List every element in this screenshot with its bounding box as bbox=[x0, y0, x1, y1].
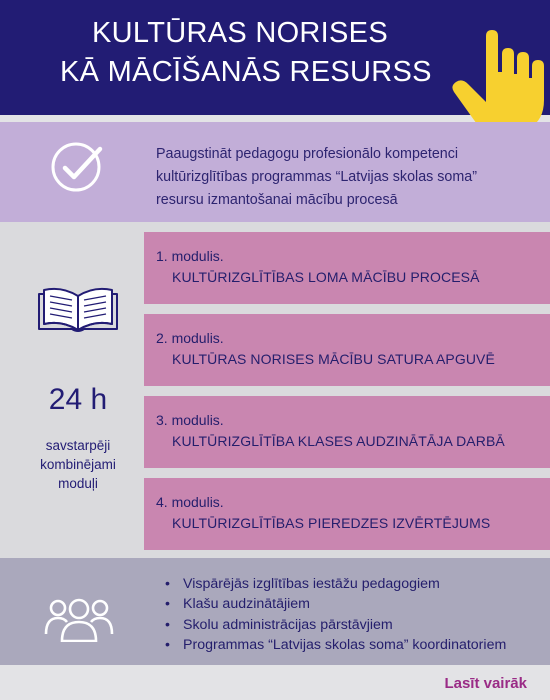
module-name: KULTŪRIZGLĪTĪBA KLASES AUDZINĀTĀJA DARBĀ bbox=[172, 433, 505, 449]
people-group-icon bbox=[44, 596, 114, 642]
module-card-3 bbox=[144, 396, 550, 468]
check-circle-icon bbox=[50, 139, 104, 193]
module-card-1 bbox=[144, 232, 550, 304]
module-number: 4. modulis. bbox=[156, 494, 224, 510]
module-name: KULTŪRIZGLĪTĪBAS PIEREDZES IZVĒRTĒJUMS bbox=[172, 515, 491, 531]
open-book-icon bbox=[36, 286, 120, 334]
module-name: KULTŪRAS NORISES MĀCĪBU SATURA APGUVĒ bbox=[172, 351, 495, 367]
module-card-4 bbox=[144, 478, 550, 550]
module-name: KULTŪRIZGLĪTĪBAS LOMA MĀCĪBU PROCESĀ bbox=[172, 269, 480, 285]
title-line-1: KULTŪRAS NORISES bbox=[92, 17, 388, 49]
pointing-hand-icon bbox=[448, 28, 548, 136]
audience-item: • Vispārējās izglītības iestāžu pedagogiem bbox=[165, 574, 506, 594]
audience-item: • Skolu administrācijas pārstāvjiem bbox=[165, 615, 506, 635]
module-number: 2. modulis. bbox=[156, 330, 224, 346]
modules-note-line-3: moduļi bbox=[58, 476, 98, 491]
modules-note-line-2: kombinējami bbox=[40, 457, 116, 472]
title-line-2: KĀ MĀCĪŠANĀS RESURSS bbox=[60, 56, 432, 88]
goal-line-1: Paaugstināt pedagogu profesionālo kompetenci bbox=[156, 146, 459, 162]
read-more-link[interactable]: Lasīt vairāk bbox=[444, 675, 527, 692]
module-number: 1. modulis. bbox=[156, 248, 224, 264]
course-hours: 24 h bbox=[48, 383, 108, 416]
goal-text bbox=[156, 143, 526, 212]
audience-item: • Klašu audzinātājiem bbox=[165, 594, 506, 614]
module-card-2 bbox=[144, 314, 550, 386]
modules-note-line-1: savstarpēji bbox=[45, 438, 111, 453]
page-title bbox=[60, 14, 432, 92]
module-number: 3. modulis. bbox=[156, 412, 224, 428]
audience-list bbox=[165, 574, 506, 655]
goal-line-3: resursu izmantošanai mācību procesā bbox=[156, 192, 398, 208]
audience-item: • Programmas “Latvijas skolas soma” koordinatoriem bbox=[165, 635, 506, 655]
goal-line-2: kultūrizglītības programmas “Latvijas skolas soma” bbox=[156, 169, 477, 185]
modules-note bbox=[18, 436, 138, 493]
